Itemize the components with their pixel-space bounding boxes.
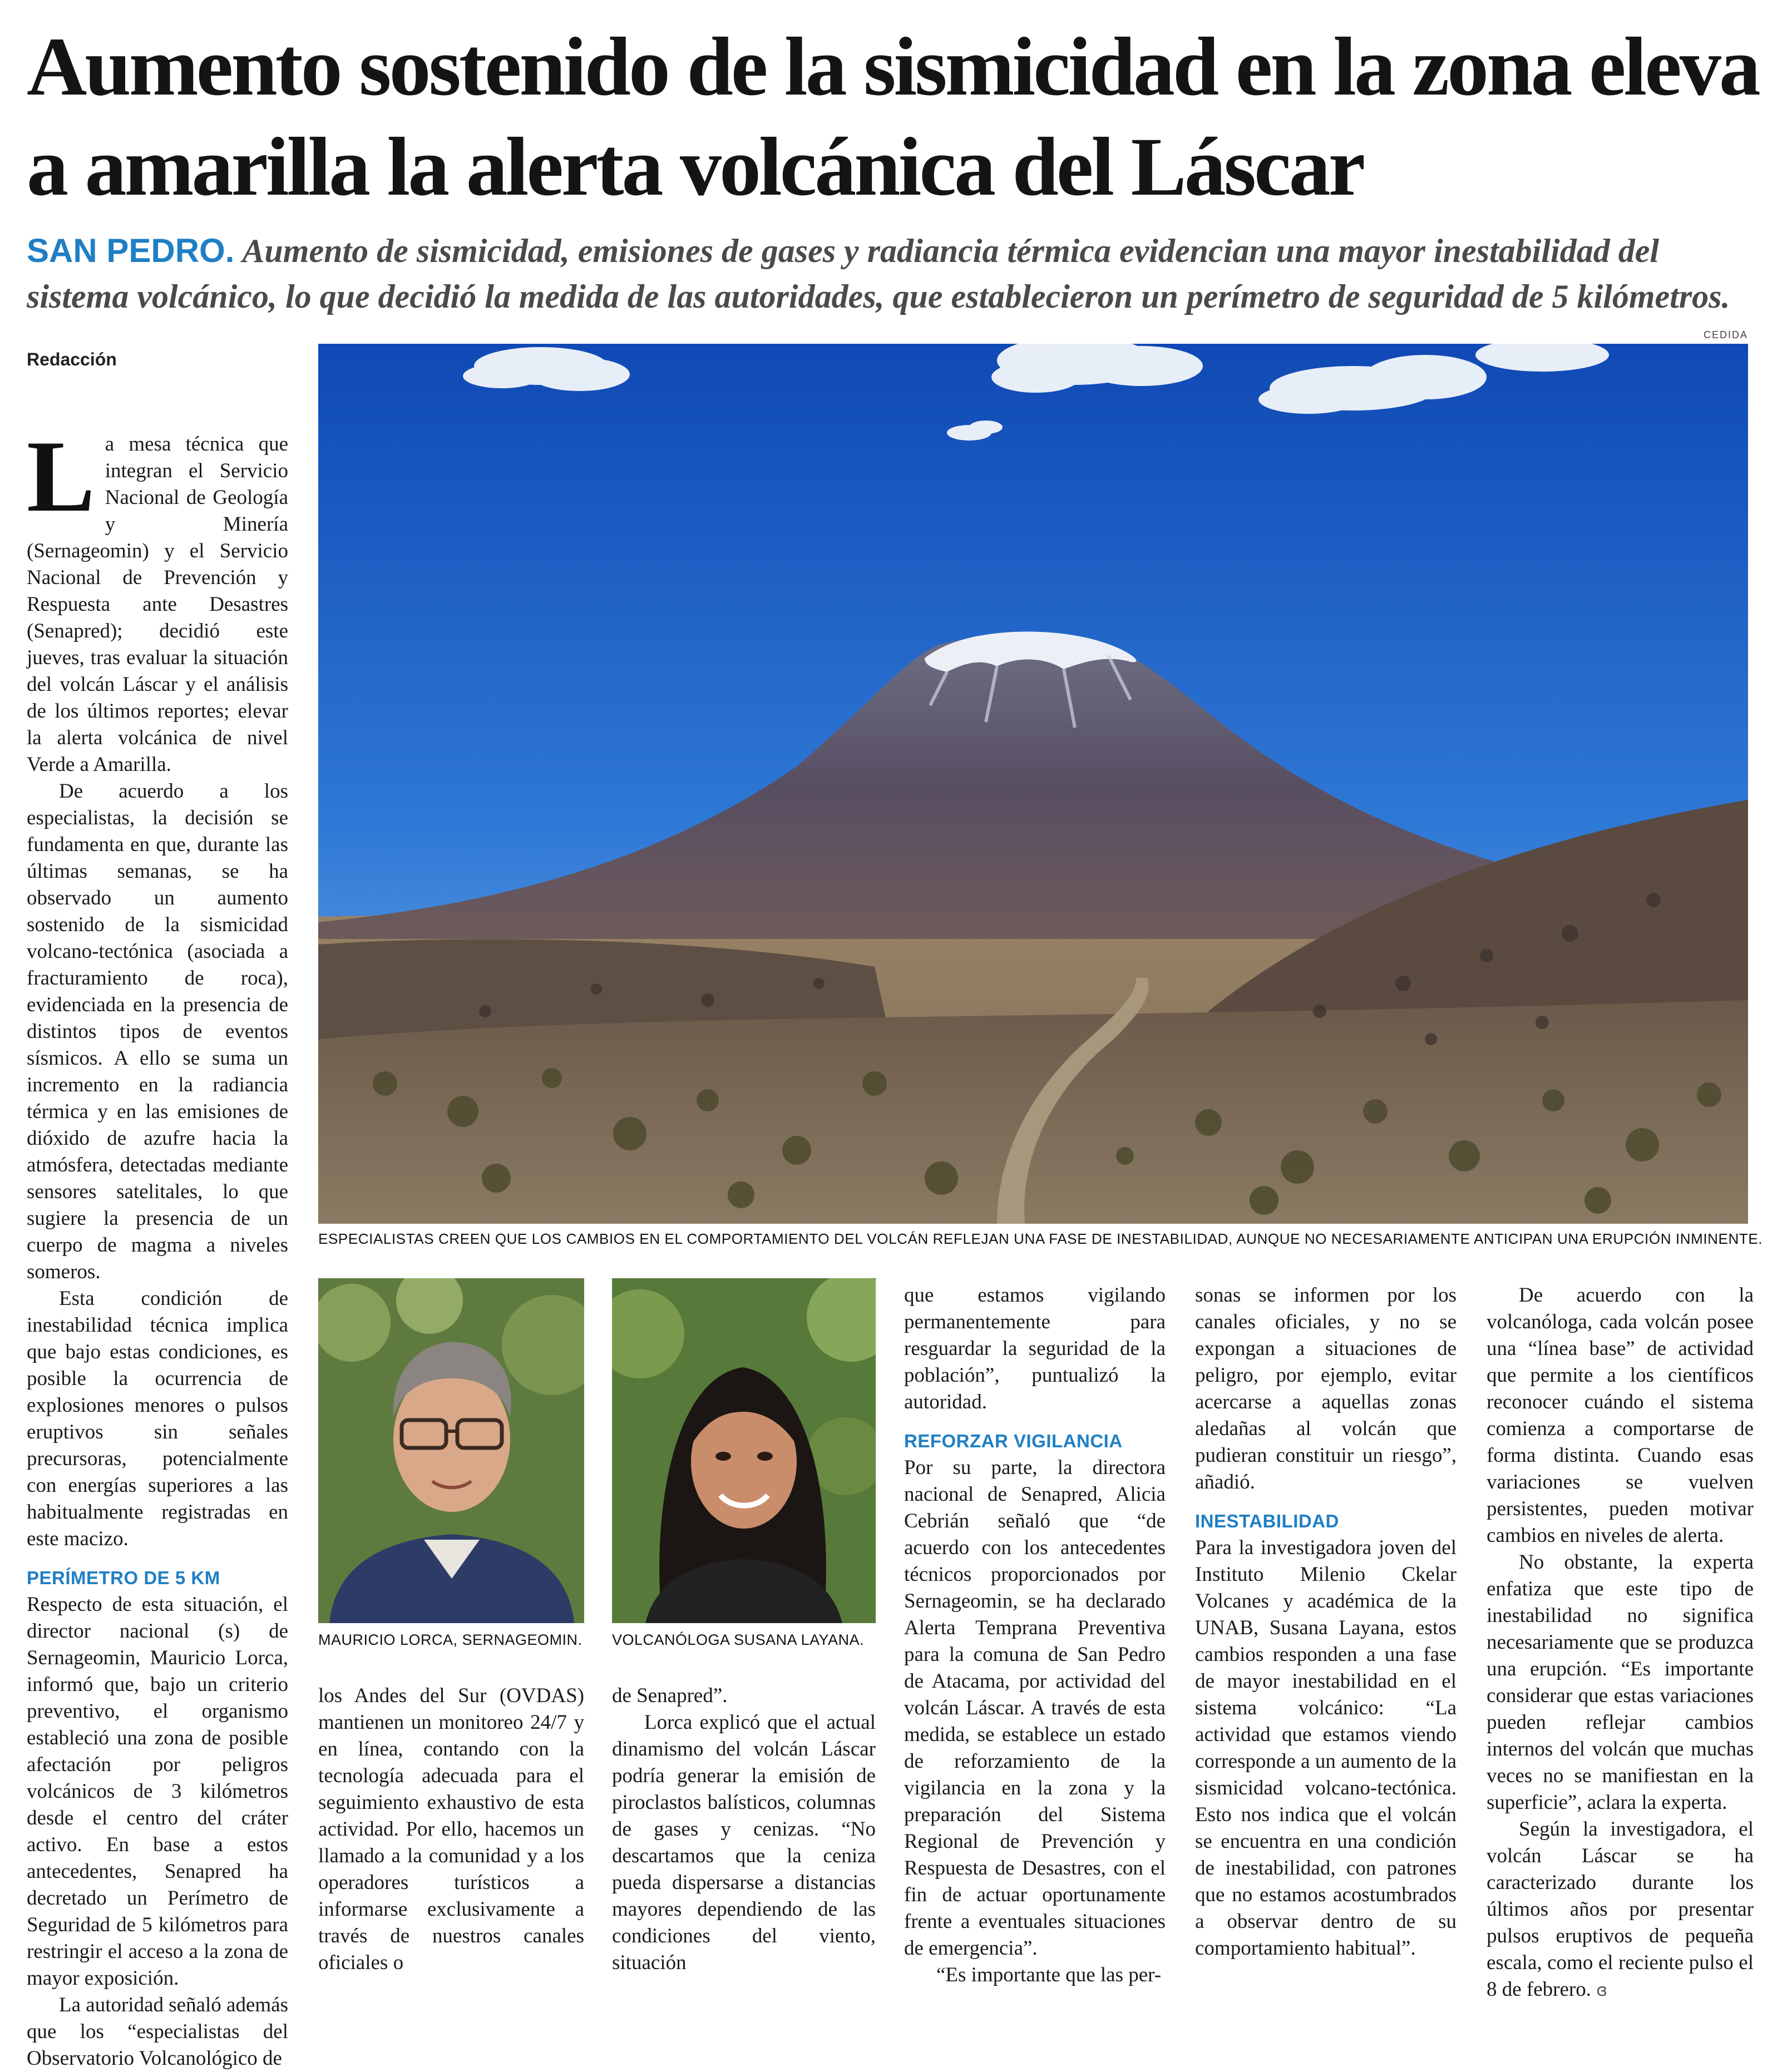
portrait-1-caption: MAURICIO LORCA, SERNAGEOMIN. — [318, 1631, 582, 1648]
portrait-mauricio-lorca — [318, 1278, 584, 1623]
column-6 — [1487, 1282, 1754, 2004]
subhead-perimetro: PERÍMETRO DE 5 KM — [27, 1567, 220, 1588]
paragraph-text: a mesa técnica que integran el Servicio Nacional de Geología y Minería (Sernageomin) y el Servicio Nacional de Prevención y Respuesta ante Desastres (Senapred); decidió este jueves, tras evaluar la situación del volcán Láscar y el análisis de los últimos reportes; elevar la alerta volcánica de nivel Verde a Amarilla. — [27, 433, 288, 776]
paragraph: Por su parte, la directora nacional de Senapred, Alicia Cebrián señaló que “de acuerdo con los antecedentes técnicos proporcionados por Sernageomin, se ha declarado Alerta Temprana Preventiva para la comuna de San Pedro de Atacama, por actividad del volcán Láscar. A través de esta medida, se establece un estado de reforzamiento de la vigilancia en la zona y la preparación del Sistema Regional de Prevención y Respuesta de Desastres, con el fin de actuar oportunamente frente a eventuales situaciones de emergencia”. — [904, 1456, 1166, 1960]
paragraph: de Senapred”. — [612, 1684, 728, 1707]
paragraph: que estamos vigilando permanentemente para resguardar la seguridad de la población”, puntualizó la autoridad. — [904, 1284, 1166, 1413]
portrait-2-caption: VOLCANÓLOGA SUSANA LAYANA. — [612, 1631, 865, 1648]
paragraph: “Es importante que las per- — [936, 1964, 1162, 1986]
photo-credit: CEDIDA — [1703, 329, 1748, 340]
paragraph-text: Según la investigadora, el volcán Láscar se ha caracterizado durante los últimos años por presentar pulsos eruptivos de pequeña escala, como el reciente pulso el 8 de febrero. — [1487, 1818, 1754, 2001]
headline: Aumento sostenido de la sismicidad en la zona eleva a amarilla la alerta volcánica del Láscar — [27, 21, 1759, 213]
paragraph: Lorca explicó que el actual dinamismo del volcán Láscar podría generar la emisión de piroclastos balísticos, columnas de gases y cenizas. “No descartamos que la ceniza pueda dispersarse a distancias mayores dependiendo de las condiciones del viento, situación — [612, 1711, 876, 1974]
column-2 — [318, 1683, 584, 1976]
column-4 — [904, 1282, 1166, 1989]
paragraph: Respecto de esta situación, el director nacional (s) de Sernageomin, Mauricio Lorca, informó que, bajo un criterio preventivo, el organismo estableció una zona de posible afectación por peligros volcánicos de 3 kilómetros desde el centro del cráter activo. En base a estos antecedentes, Senapred ha decretado un Perímetro de Seguridad de 5 kilómetros para restringir el acceso a la zona de mayor exposición. — [27, 1593, 288, 1990]
main-photo-volcano — [318, 344, 1748, 1224]
subhead-inestabilidad: INESTABILIDAD — [1195, 1511, 1339, 1531]
column-3 — [612, 1683, 876, 1976]
deck-text: Aumento de sismicidad, emisiones de gases y radiancia térmica evidencian una mayor inestabilidad del sistema volcánico, lo que decidió la medida de las autoridades, que establecieron un perímetro de seguridad de 5 kilómetros. — [27, 233, 1730, 315]
deck — [27, 228, 1768, 319]
column-5 — [1195, 1282, 1457, 1962]
deck-kicker: SAN PEDRO. — [27, 232, 235, 269]
drop-cap: L — [27, 419, 95, 533]
paragraph: sonas se informen por los canales oficiales, y no se expongan a situaciones de peligro, por ejemplo, evitar acercarse a aquellas zonas aledañas al volcán que pudieran constituir un riesgo”, añadió. — [1195, 1284, 1457, 1494]
paragraph: Para la investigadora joven del Instituto Milenio Ckelar Volcanes y académica de la UNAB, Susana Layana, estos cambios responden a una fase de mayor inestabilidad en el sistema volcánico: “La actividad que estamos viendo corresponde a un aumento de la sismicidad volcano-tectónica. Esto nos indica que el volcán se encuentra en una condición de inestabilidad, con patrones que no estamos acostumbrados a observar dentro de su comportamiento habitual”. — [1195, 1536, 1457, 1960]
paragraph: los Andes del Sur (OVDAS) mantienen un monitoreo 24/7 y en línea, contando con la tecnología adecuada para el seguimiento exhaustivo de esta actividad. Por ello, hacemos un llamado a la comunidad y a los operadores turísticos a informarse exclusivamente a través de nuestros canales oficiales o — [318, 1684, 584, 1974]
paragraph: De acuerdo a los especialistas, la decisión se fundamenta en que, durante las últimas semanas, se ha observado un aumento sostenido de la sismicidad volcano-tectónica (asociada a fracturamiento de roca), evidenciada en la presencia de distintos tipos de eventos sísmicos. A ello se suma un incremento en la radiancia térmica y en las emisiones de dióxido de azufre hacia la atmósfera, detectadas mediante sensores satelitales, lo que sugiere la presencia de un cuerpo de magma a niveles someros. — [27, 780, 288, 1283]
byline: Redacción — [27, 349, 117, 369]
column-1 — [27, 419, 288, 2072]
portrait-susana-layana — [612, 1278, 876, 1623]
paragraph: Esta condición de inestabilidad técnica implica que bajo estas condiciones, es posible la ocurrencia de explosiones menores o pulsos eruptivos sin señales precursoras, potencialmente con energías superiores a las habitualmente registradas en este macizo. — [27, 1287, 288, 1550]
subhead-reforzar: REFORZAR VIGILANCIA — [904, 1431, 1123, 1451]
paragraph: La autoridad señaló además que los “especialistas del Observatorio Volcanológico de — [27, 1994, 288, 2070]
paragraph: De acuerdo con la volcanóloga, cada volcán posee una “línea base” de actividad que permite a los científicos reconocer cuándo el sistema comienza a comportarse de forma distinta. Cuando esas variaciones se vuelven persistentes, pueden motivar cambios en niveles de alerta. — [1487, 1284, 1754, 1547]
main-photo-caption: ESPECIALISTAS CREEN QUE LOS CAMBIOS EN EL COMPORTAMIENTO DEL VOLCÁN REFLEJAN UNA FASE DE INESTABILIDAD, AUNQUE NO NECESARIAMENTE ANTICIPAN UNA ERUPCIÓN INMINENTE. — [318, 1230, 1763, 1247]
paragraph: No obstante, la experta enfatiza que este tipo de inestabilidad no significa necesariamente que se produzca una erupción. “Es importante considerar que estas variaciones pueden reflejar cambios internos del volcán que muchas veces no se manifiestan en la superficie”, aclara la experta. — [1487, 1551, 1754, 1814]
paragraph — [1487, 1816, 1754, 2004]
end-mark-icon: ɞ — [1596, 1981, 1608, 2000]
paragraph — [27, 419, 288, 778]
